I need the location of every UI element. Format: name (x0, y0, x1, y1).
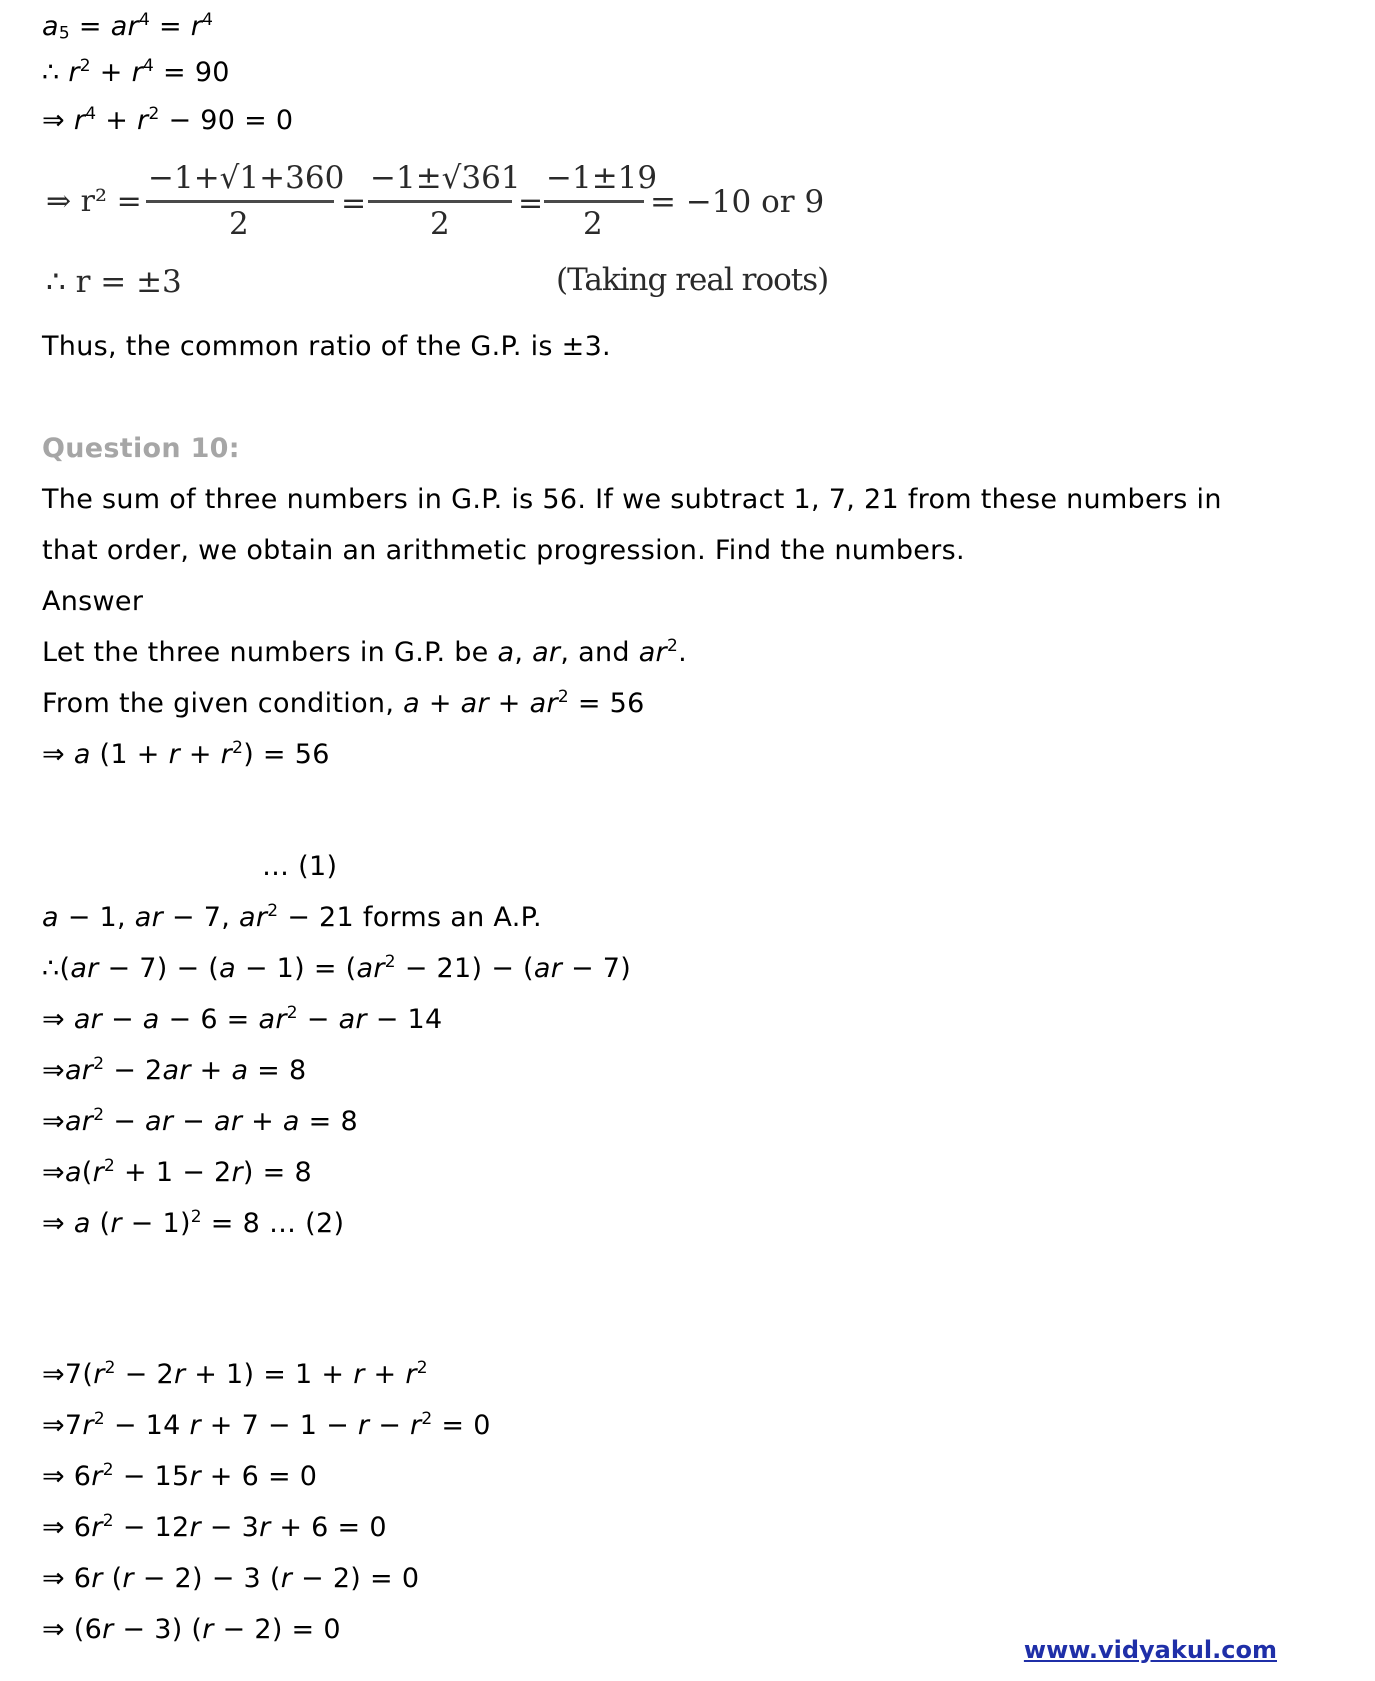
answer-step: $\Rightarrow 7r^2 - 14$ $r + 7 - 1 - r - r^2 = 0$ (42, 1408, 491, 1441)
footer-website-link[interactable]: www.vidyakul.com (1023, 1636, 1277, 1664)
answer-step: ⇒ a $(r - 1)^2 = 8$ … (2) (42, 1206, 345, 1239)
question-text-line-1: The sum of three numbers in G.P. is 56. If we subtract 1, 7, 21 from these numbers in (42, 484, 1222, 515)
fraction-2-bar (368, 200, 512, 203)
equals-sign-1: = (341, 186, 367, 221)
fraction-1-numerator: −1+√1+360 (148, 160, 345, 196)
answer-step: ⇒ 6r (r − 2) − 3 (r − 2) = 0 (42, 1563, 420, 1594)
fraction-2-numerator: −1±√361 (370, 160, 521, 196)
answer-step: a − 1, ar − 7, $ar^2 - 21$ forms an A.P. (42, 900, 542, 933)
formula-conclusion: ∴ r = ±3 (46, 264, 182, 300)
formula-note: (Taking real roots) (556, 262, 829, 298)
answer-step: ⇒ (6r − 3) (r − 2) = 0 (42, 1614, 341, 1645)
answer-step: $\Rightarrow a(r^2 + 1 - 2r) = 8$ (42, 1155, 312, 1188)
fraction-3-bar (544, 200, 644, 203)
fraction-1-bar (146, 200, 334, 203)
answer-step: ⇒ $6r^2 - 15r + 6 = 0$ (42, 1459, 318, 1492)
equation-label-1: … (1) (262, 851, 338, 882)
equation-sum-90: ∴ $r^2 + r^4 = 90$ (42, 55, 230, 88)
answer-step: ⇒ ar − $a - 6 = ar^2$ − ar − 14 (42, 1002, 443, 1035)
answer-step: ⇒ a $(1 + r + r^2) = 56$ (42, 737, 330, 770)
question-title: Question 10: (42, 433, 240, 464)
formula-result: = −10 or 9 (650, 184, 825, 220)
answer-step: $\Rightarrow 7(r^2 - 2r + 1) = 1 + r + r^2$ (42, 1357, 428, 1390)
answer-step: Let the three numbers in G.P. be a, ar, and $ar^2$. (42, 635, 687, 668)
answer-step: From the given condition, a + ar + $ar^2 = 56$ (42, 686, 645, 719)
equation-a5: $a_5 = ar^4 = r^4$ (42, 9, 214, 44)
answer-step: ∴(ar − $7) - (a - 1) = (ar^2 - 21) - (ar - 7)$ (42, 951, 632, 984)
answer-step: $\Rightarrow ar^2$ − ar − ar + a = 8 (42, 1104, 358, 1137)
fraction-1-denominator: 2 (229, 206, 249, 242)
answer-step: $\Rightarrow ar^2 - 2ar + a = 8$ (42, 1053, 307, 1086)
fraction-2-denominator: 2 (430, 206, 450, 242)
thus-statement: Thus, the common ratio of the G.P. is ±3. (42, 331, 611, 362)
equals-sign-2: = (518, 186, 544, 221)
formula-lhs: ⇒ r² = (46, 184, 142, 219)
fraction-3-denominator: 2 (583, 206, 603, 242)
fraction-3-numerator: −1±19 (546, 160, 658, 196)
equation-quartic: ⇒ $r^4 + r^2 - 90 = 0$ (42, 103, 294, 136)
question-text-line-2: that order, we obtain an arithmetic progression. Find the numbers. (42, 535, 965, 566)
answer-label: Answer (42, 586, 144, 617)
answer-step: ⇒ $6r^2 - 12r - 3r + 6 = 0$ (42, 1510, 387, 1543)
